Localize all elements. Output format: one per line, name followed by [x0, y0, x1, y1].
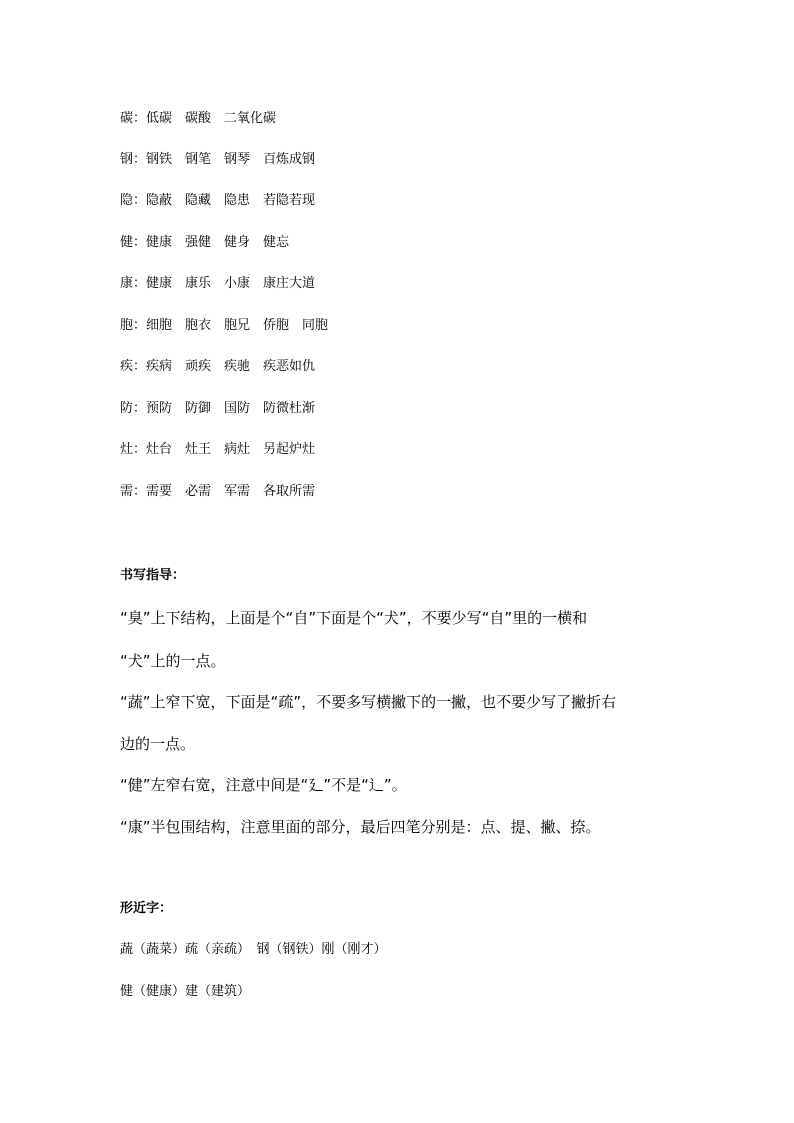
- vocab-line-tan: 碳：低碳 碳酸 二氧化碳: [120, 111, 277, 126]
- vocab-line-fang: 防：预防 防御 国防 防微杜渐: [120, 401, 316, 416]
- guide-line: “康”半包围结构，注意里面的部分，最后四笔分别是：点、提、撇、捺。: [120, 818, 601, 836]
- similar-chars-heading: 形近字：: [120, 901, 173, 916]
- vocab-line-jian: 健：健康 强健 健身 健忘: [120, 235, 290, 250]
- similar-chars-line: 蔬（蔬菜）疏（亲疏） 钢（钢铁）刚（刚才）: [120, 942, 387, 957]
- vocab-line-bao: 胞：细胞 胞衣 胞兄 侨胞 同胞: [120, 318, 329, 333]
- guide-line: “健”左窄右宽，注意中间是“廴”不是“辶”。: [120, 776, 407, 794]
- vocab-line-xu: 需：需要 必需 军需 各取所需: [120, 484, 316, 499]
- vocab-line-kang: 康：健康 康乐 小康 康庄大道: [120, 276, 316, 291]
- guide-line: “臭”上下结构，上面是个“自”下面是个“犬”，不要少写“自”里的一横和: [120, 609, 588, 627]
- vocab-line-ji: 疾：疾病 顽疾 疾驰 疾恶如仇: [120, 359, 316, 374]
- vocab-line-zao: 灶：灶台 灶王 病灶 另起炉灶: [120, 442, 316, 457]
- similar-chars-line: 健（健康）建（建筑）: [120, 984, 251, 999]
- vocab-line-gang: 钢：钢铁 钢笔 钢琴 百炼成钢: [120, 152, 316, 167]
- guide-line: “犬”上的一点。: [120, 652, 226, 670]
- writing-guide-heading: 书写指导：: [120, 568, 186, 583]
- guide-line: 边的一点。: [120, 735, 196, 753]
- guide-line: “蔬”上窄下宽，下面是“疏”，不要多写横撇下的一撇，也不要少写了撇折右: [120, 693, 617, 711]
- vocab-line-yin: 隐：隐蔽 隐藏 隐患 若隐若现: [120, 193, 316, 208]
